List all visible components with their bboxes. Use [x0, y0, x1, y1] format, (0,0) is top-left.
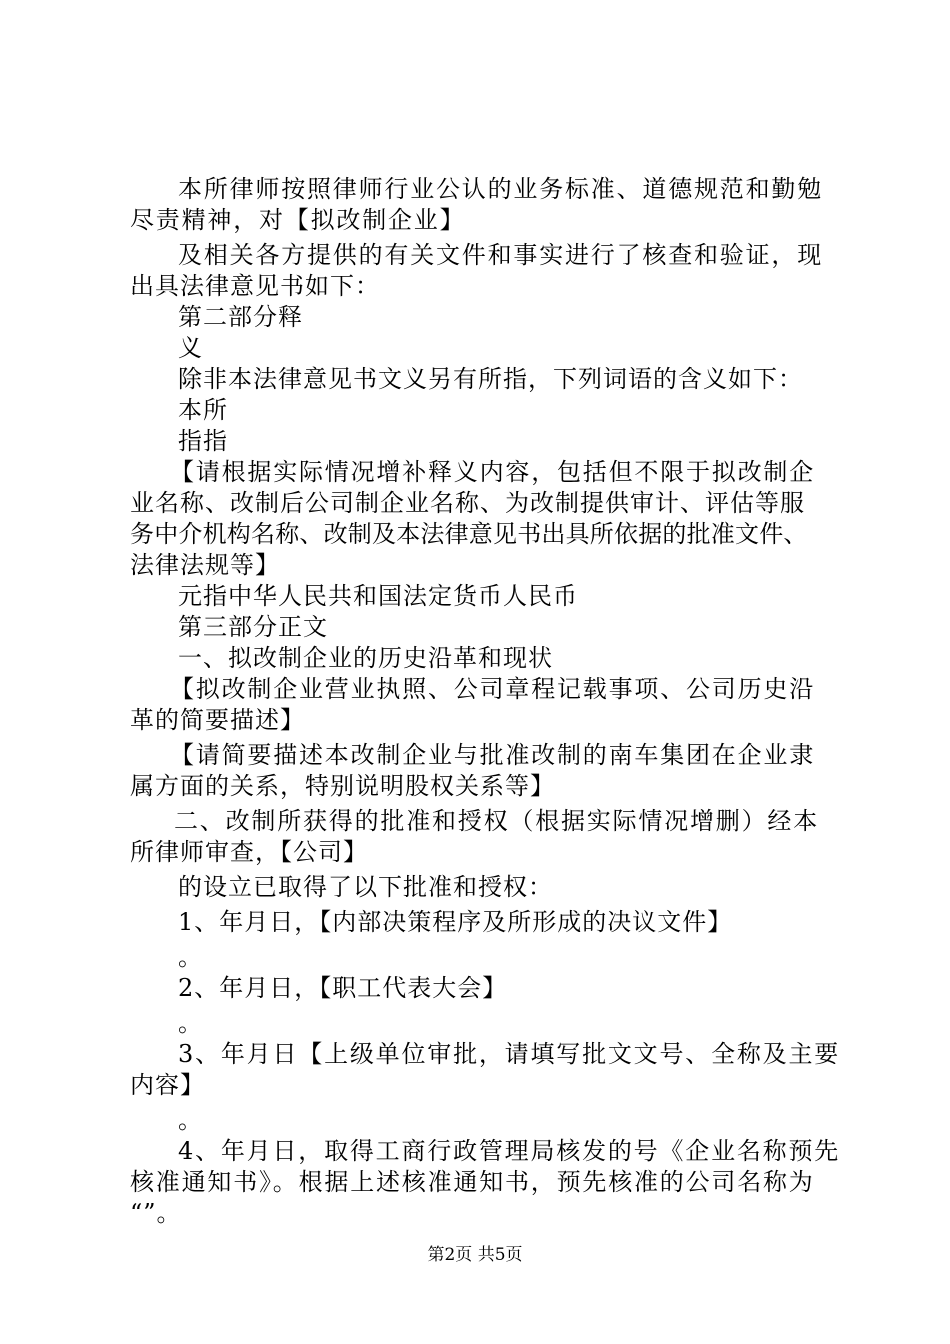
paragraph-line: 除非本法律意见书文义另有所指，下列词语的含义如下： [178, 365, 803, 393]
paragraph-line: 务中介机构名称、改制及本法律意见书出具所依据的批准文件、 [130, 520, 808, 548]
list-item-end: 。 [178, 943, 203, 971]
paragraph-line: 及相关各方提供的有关文件和事实进行了核查和验证，现 [178, 241, 823, 269]
page-number-footer: 第2页 共5页 [427, 1245, 523, 1265]
paragraph-line: 业名称、改制后公司制企业名称、为改制提供审计、评估等服 [130, 489, 805, 517]
paragraph-line: 属方面的关系，特别说明股权关系等】 [130, 772, 555, 800]
paragraph-line: 法律法规等】 [130, 551, 280, 579]
list-item: 核准通知书》。根据上述核准通知书，预先核准的公司名称为 [130, 1168, 815, 1196]
paragraph-line: 尽责精神，对【拟改制企业】 [130, 206, 466, 234]
paragraph-line: 革的简要描述】 [130, 706, 305, 734]
subsection-heading: 一、拟改制企业的历史沿革和现状 [178, 644, 553, 672]
paragraph-line: 【拟改制企业营业执照、公司章程记载事项、公司历史沿 [170, 675, 815, 703]
list-item: 4、年月日，取得工商行政管理局核发的号《企业名称预先 [178, 1137, 841, 1165]
list-item: 内容】 [130, 1071, 205, 1099]
section-heading: 义 [178, 334, 203, 362]
section-heading: 第二部分释 [178, 303, 303, 331]
paragraph-line: 【请根据实际情况增补释义内容，包括但不限于拟改制企 [170, 458, 815, 486]
section-heading: 第三部分正文 [178, 613, 328, 641]
paragraph-line: 【请简要描述本改制企业与批准改制的南车集团在企业隶 [170, 741, 815, 769]
list-item-end: 。 [178, 1106, 203, 1134]
paragraph-line: 的设立已取得了以下批准和授权： [178, 873, 553, 901]
document-body [130, 174, 841, 1229]
definition-term: 指指 [178, 427, 228, 455]
paragraph-line: 出具法律意见书如下： [130, 272, 380, 300]
paragraph-line: 本所律师按照律师行业公认的业务标准、道德规范和勤勉 [178, 175, 823, 203]
list-item-end: 。 [178, 1009, 203, 1037]
list-item: 2、年月日，【职工代表大会】 [178, 974, 508, 1002]
list-item: 3、年月日【上级单位审批，请填写批文文号、全称及主要 [178, 1040, 841, 1068]
definition-line: 元指中华人民共和国法定货币人民币 [178, 582, 578, 610]
subsection-heading: 二、改制所获得的批准和授权（根据实际情况增删）经本 [174, 807, 819, 835]
definition-term: 本所 [178, 396, 228, 424]
paragraph-line: 所律师审查，【公司】 [130, 838, 368, 866]
list-item: “”。 [130, 1199, 182, 1227]
list-item: 1、年月日，【内部决策程序及所形成的决议文件】 [178, 908, 733, 936]
